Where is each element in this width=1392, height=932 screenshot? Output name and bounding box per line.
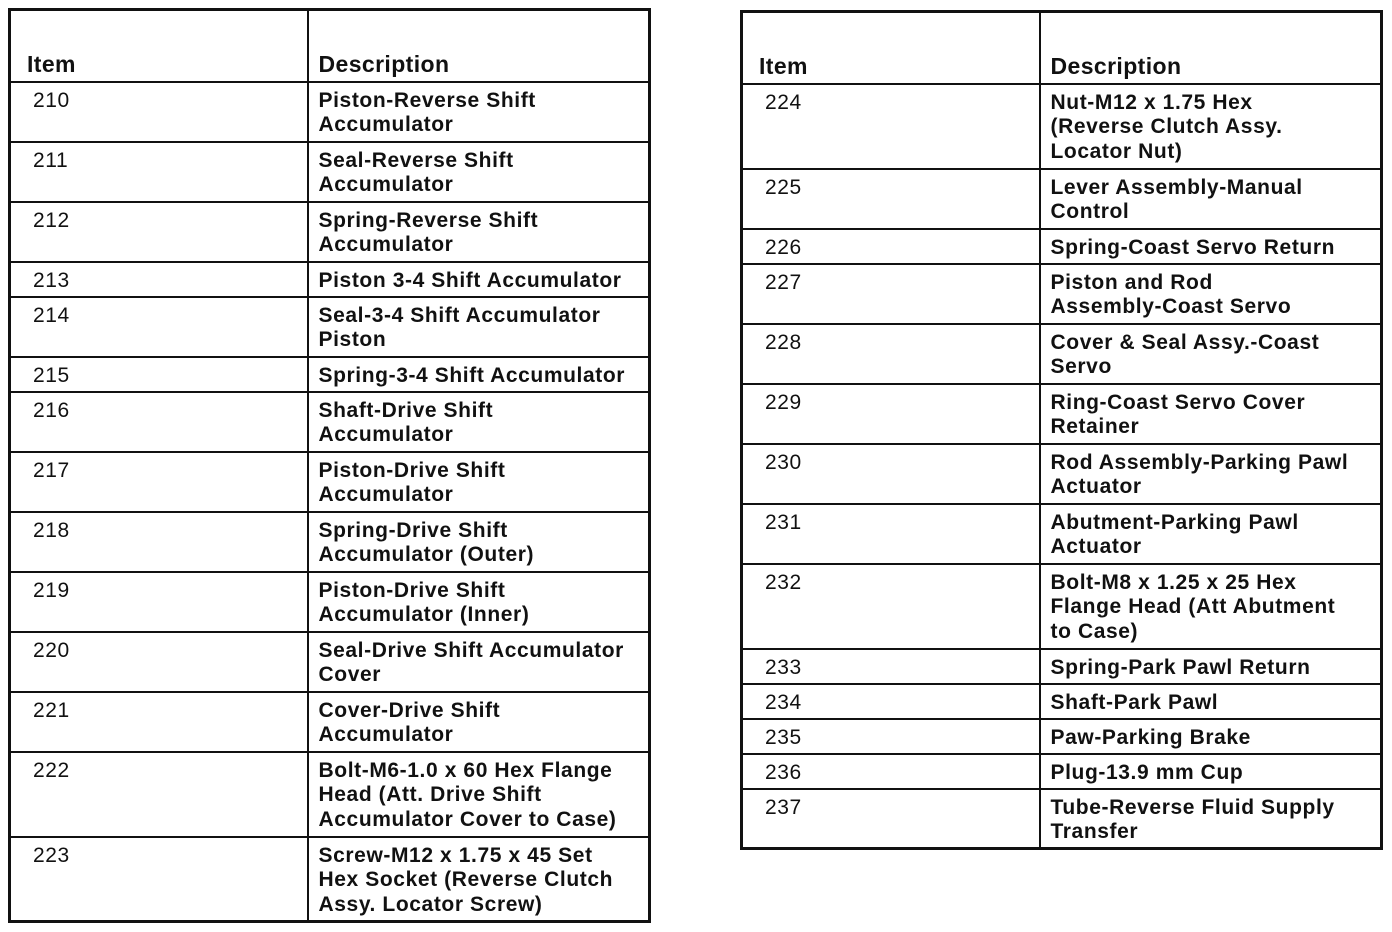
item-number: 219	[10, 572, 308, 632]
item-number: 230	[742, 444, 1040, 504]
item-description	[1040, 229, 1382, 264]
item-number: 237	[742, 789, 1040, 849]
description-line: Accumulator	[318, 483, 454, 506]
table-row	[742, 504, 1382, 564]
item-description	[1040, 504, 1382, 564]
description-line: Piston	[318, 328, 387, 351]
table-row	[10, 297, 650, 357]
item-number: 226	[742, 229, 1040, 264]
item-description	[1040, 719, 1382, 754]
item-number: 217	[10, 452, 308, 512]
description-line: Cover	[318, 663, 382, 686]
item-description	[308, 392, 650, 452]
item-description	[1040, 789, 1382, 849]
description-line: Piston-Reverse Shift	[318, 88, 536, 112]
description-line: Assembly-Coast Servo	[1050, 295, 1292, 318]
parts-rows	[10, 82, 650, 922]
item-number: 225	[742, 169, 1040, 229]
item-description	[308, 837, 650, 922]
item-number: 218	[10, 512, 308, 572]
description-line: Accumulator	[318, 113, 454, 136]
description-line: Shaft-Park Pawl	[1050, 690, 1219, 714]
description-line: Hex Socket (Reverse Clutch	[318, 868, 614, 891]
description-line: Piston-Drive Shift	[318, 458, 506, 482]
item-description	[308, 572, 650, 632]
description-line: Transfer	[1050, 820, 1139, 843]
description-line: Retainer	[1050, 415, 1140, 438]
table-row	[742, 229, 1382, 264]
table-row	[742, 564, 1382, 649]
table-row	[742, 384, 1382, 444]
item-number: 233	[742, 649, 1040, 684]
description-line: Piston-Drive Shift	[318, 578, 506, 602]
description-line: Spring-3-4 Shift Accumulator	[318, 363, 626, 387]
item-number: 211	[10, 142, 308, 202]
description-line: Rod Assembly-Parking Pawl	[1050, 450, 1349, 474]
table-row	[10, 357, 650, 392]
table-row	[10, 82, 650, 142]
description-line: Tube-Reverse Fluid Supply	[1050, 795, 1335, 819]
description-line: Lever Assembly-Manual	[1050, 175, 1303, 199]
item-number: 236	[742, 754, 1040, 789]
description-line: Accumulator (Inner)	[318, 603, 530, 626]
description-line: Paw-Parking Brake	[1050, 725, 1251, 749]
item-number: 214	[10, 297, 308, 357]
description-line: Cover & Seal Assy.-Coast	[1050, 330, 1320, 354]
description-column-header: Description	[1040, 12, 1382, 84]
description-line: Nut-M12 x 1.75 Hex	[1050, 90, 1253, 114]
item-description	[1040, 324, 1382, 384]
description-line: (Reverse Clutch Assy.	[1050, 115, 1283, 138]
description-line: Servo	[1050, 355, 1112, 378]
item-description	[1040, 169, 1382, 229]
description-line: Bolt-M6-1.0 x 60 Hex Flange	[318, 758, 613, 782]
item-description	[1040, 84, 1382, 169]
table-row	[10, 512, 650, 572]
description-line: Spring-Coast Servo Return	[1050, 235, 1336, 259]
item-number: 212	[10, 202, 308, 262]
description-line: Bolt-M8 x 1.25 x 25 Hex	[1050, 570, 1297, 594]
item-column-header: Item	[10, 10, 308, 82]
description-line: Actuator	[1050, 535, 1142, 558]
table-row	[742, 754, 1382, 789]
description-line: Actuator	[1050, 475, 1142, 498]
item-description	[308, 202, 650, 262]
item-number: 224	[742, 84, 1040, 169]
item-number: 235	[742, 719, 1040, 754]
description-line: Cover-Drive Shift	[318, 698, 501, 722]
description-line: Screw-M12 x 1.75 x 45 Set	[318, 843, 593, 867]
table-row	[742, 324, 1382, 384]
item-description	[1040, 564, 1382, 649]
item-description	[1040, 684, 1382, 719]
table-row	[10, 752, 650, 837]
table-row	[10, 632, 650, 692]
table-row	[742, 789, 1382, 849]
table-row	[10, 142, 650, 202]
description-line: Seal-3-4 Shift Accumulator	[318, 303, 601, 327]
item-number: 221	[10, 692, 308, 752]
description-line: Flange Head (Att Abutment	[1050, 595, 1336, 618]
item-number: 234	[742, 684, 1040, 719]
item-number: 223	[10, 837, 308, 922]
description-line: Accumulator	[318, 173, 454, 196]
item-description	[1040, 649, 1382, 684]
parts-table-left	[8, 8, 651, 923]
description-line: Ring-Coast Servo Cover	[1050, 390, 1306, 414]
description-line: Piston and Rod	[1050, 270, 1213, 294]
item-description	[308, 297, 650, 357]
table-row	[10, 837, 650, 922]
description-line: Abutment-Parking Pawl	[1050, 510, 1299, 534]
item-number: 222	[10, 752, 308, 837]
table-row	[10, 452, 650, 512]
table-row	[10, 202, 650, 262]
item-description	[1040, 384, 1382, 444]
description-line: Accumulator	[318, 233, 454, 256]
item-description	[1040, 444, 1382, 504]
table-row	[10, 572, 650, 632]
description-line: Accumulator Cover to Case)	[318, 807, 617, 831]
item-number: 232	[742, 564, 1040, 649]
description-line: Plug-13.9 mm Cup	[1050, 760, 1244, 784]
item-description	[308, 262, 650, 297]
item-description	[1040, 264, 1382, 324]
description-line: Spring-Drive Shift	[318, 518, 508, 542]
item-description	[308, 632, 650, 692]
table-row	[10, 392, 650, 452]
table-row	[10, 692, 650, 752]
item-number: 228	[742, 324, 1040, 384]
description-line: Accumulator (Outer)	[318, 543, 535, 566]
table-row	[742, 649, 1382, 684]
description-line: Seal-Drive Shift Accumulator	[318, 638, 624, 662]
description-line: Accumulator	[318, 423, 454, 446]
item-number: 231	[742, 504, 1040, 564]
description-line: Locator Nut)	[1050, 139, 1183, 163]
parts-rows	[742, 84, 1382, 849]
item-description	[1040, 754, 1382, 789]
table-row	[742, 264, 1382, 324]
item-description	[308, 82, 650, 142]
table-row	[742, 84, 1382, 169]
table-row	[742, 684, 1382, 719]
description-line: Seal-Reverse Shift	[318, 148, 514, 172]
table-row	[742, 169, 1382, 229]
description-line: Control	[1050, 200, 1130, 223]
item-number: 213	[10, 262, 308, 297]
item-description	[308, 512, 650, 572]
item-number: 210	[10, 82, 308, 142]
item-number: 220	[10, 632, 308, 692]
table-row	[742, 444, 1382, 504]
description-line: Spring-Park Pawl Return	[1050, 655, 1311, 679]
description-line: Piston 3-4 Shift Accumulator	[318, 268, 622, 292]
description-line: Accumulator	[318, 723, 454, 746]
item-number: 229	[742, 384, 1040, 444]
description-line: Spring-Reverse Shift	[318, 208, 539, 232]
item-description	[308, 692, 650, 752]
item-description	[308, 357, 650, 392]
item-column-header: Item	[742, 12, 1040, 84]
item-description	[308, 142, 650, 202]
item-description	[308, 752, 650, 837]
header-row	[10, 10, 650, 82]
header-row	[742, 12, 1382, 84]
item-number: 227	[742, 264, 1040, 324]
description-column-header: Description	[308, 10, 650, 82]
parts-table-right	[740, 10, 1383, 850]
item-description	[308, 452, 650, 512]
description-line: Shaft-Drive Shift	[318, 398, 494, 422]
description-line: to Case)	[1050, 619, 1139, 643]
table-row	[742, 719, 1382, 754]
item-number: 215	[10, 357, 308, 392]
item-number: 216	[10, 392, 308, 452]
description-line: Head (Att. Drive Shift	[318, 783, 542, 806]
table-row	[10, 262, 650, 297]
description-line: Assy. Locator Screw)	[318, 892, 543, 916]
